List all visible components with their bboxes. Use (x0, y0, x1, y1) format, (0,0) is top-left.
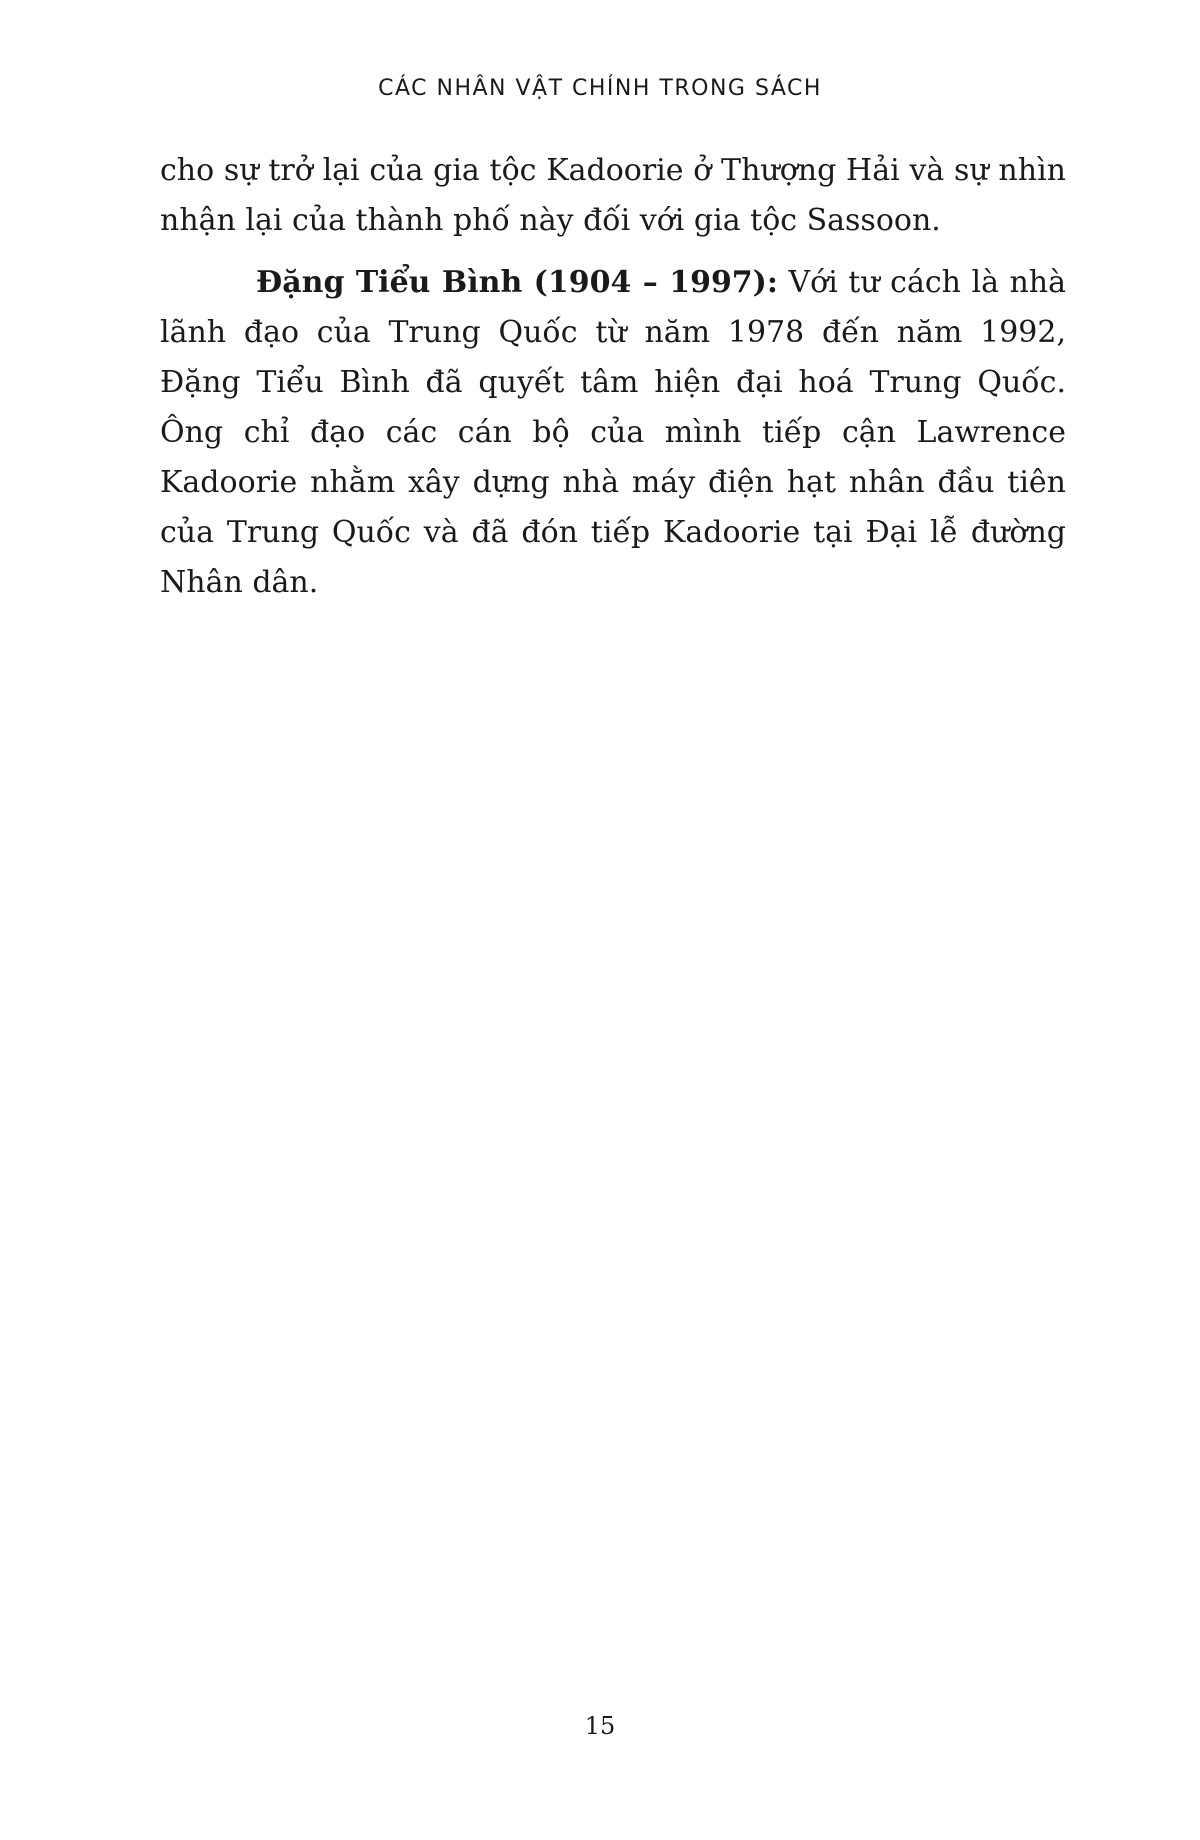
page-number: 15 (584, 1712, 616, 1740)
entry-name-lead: Đặng Tiểu Bình (1904 – 1997): (256, 265, 778, 300)
body-text (160, 146, 1066, 620)
paragraph-continuation: cho sự trở lại của gia tộc Kadoorie ở Thượng Hải và sự nhìn nhận lại của thành phố này đối với gia tộc Sassoon. (160, 153, 1066, 238)
paragraph-entry-dang-tieu-binh (160, 258, 1066, 608)
running-header: CÁC NHÂN VẬT CHÍNH TRONG SÁCH (378, 76, 822, 101)
entry-description: Với tư cách là nhà lãnh đạo của Trung Quốc từ năm 1978 đến năm 1992, Đặng Tiểu Bình đã quyết tâm hiện đại hoá Trung Quốc. Ông chỉ đạo các cán bộ của mình tiếp cận Lawrence Kadoorie nhằm xây dựng nhà máy điện hạt nhân đầu tiên của Trung Quốc và đã đón tiếp Kadoorie tại Đại lễ đường Nhân dân. (160, 265, 1067, 600)
